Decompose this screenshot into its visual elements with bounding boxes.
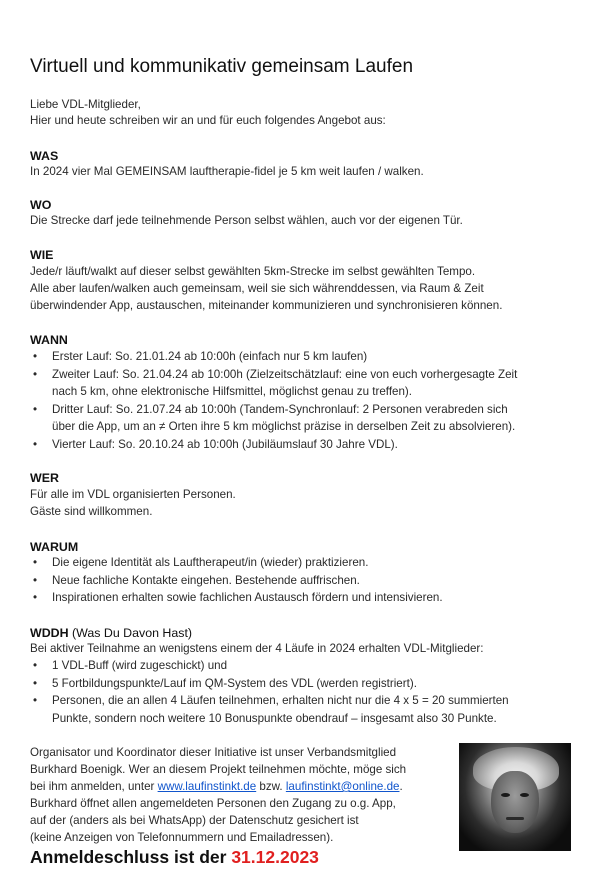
section-heading-wer: WER [30,471,59,485]
organizer-photo [459,743,571,851]
website-link[interactable]: www.laufinstinkt.de [157,780,257,793]
section-heading-was: WAS [30,149,59,163]
section-heading-wie: WIE [30,248,54,262]
wddh-subtitle: (Was Du Davon Hast) [72,626,193,640]
organizer-line-4: Burkhard öffnet allen angemeldeten Personen den Zugang zu o.g. App, [30,797,396,810]
section-heading-wddh: WDDH (Was Du Davon Hast) [30,626,193,640]
wo-text: Die Strecke darf jede teilnehmende Person selbst wählen, auch vor der eigenen Tür. [30,214,463,227]
wie-line-2: Alle aber laufen/walken auch gemeinsam, weil sie sich währenddessen, via Raum & Zeit [30,282,484,295]
list-item: • Dritter Lauf: So. 21.07.24 ab 10:00h (Tandem-Synchronlauf: 2 Personen verabreden sich über die App, um an ≠ Orten ihre 5 km möglichst präzise in derselben Zeit zu absolvieren). [30,401,517,436]
greeting-line-1: Liebe VDL-Mitglieder, [30,98,141,111]
greeting-line-2: Hier und heute schreiben wir an und für euch folgendes Angebot aus: [30,114,386,127]
organizer-line-2: Burkhard Boenigk. Wer an diesem Projekt teilnehmen möchte, möge sich [30,763,407,776]
wddh-intro: Bei aktiver Teilnahme an wenigstens einem der 4 Läufe in 2024 erhalten VDL-Mitglieder: [30,642,484,655]
was-text: In 2024 vier Mal GEMEINSAM lauftherapie-fidel je 5 km weit laufen / walken. [30,165,424,178]
page-title: Virtuell und kommunikativ gemeinsam Laufen [30,56,414,77]
organizer-line-6: (keine Anzeigen von Telefonnummern und Emailadressen). [30,831,334,844]
organizer-line-5: auf der (anders als bei WhatsApp) der Datenschutz gesichert ist [30,814,359,827]
list-item: • Vierter Lauf: So. 20.10.24 ab 10:00h (Jubiläumslauf 30 Jahre VDL). [30,436,517,454]
section-heading-wo: WO [30,198,52,212]
list-item: • Erster Lauf: So. 21.01.24 ab 10:00h (einfach nur 5 km laufen) [30,348,517,366]
wer-line-2: Gäste sind willkommen. [30,505,153,518]
wie-line-1: Jede/r läuft/walkt auf dieser selbst gewählten 5km-Strecke im selbst gewählten Tempo. [30,265,476,278]
list-item: • Personen, die an allen 4 Läufen teilnehmen, erhalten nicht nur die 4 x 5 = 20 summierten Punkte, sondern noch weitere 10 Bonuspunkte obendrauf – insgesamt also 30 Punkte. [30,692,509,727]
organizer-line-3: bei ihm anmelden, unter www.laufinstinkt.de bzw. laufinstinkt@online.de. [30,780,403,793]
list-item: • 5 Fortbildungspunkte/Lauf im QM-System des VDL (werden registriert). [30,675,509,693]
wann-list [30,348,517,453]
registration-deadline: Anmeldeschluss ist der 31.12.2023 [30,847,319,867]
email-link[interactable]: laufinstinkt@online.de [285,780,400,793]
section-heading-wann: WANN [30,333,68,347]
list-item: • Die eigene Identität als Lauftherapeut/in (wieder) praktizieren. [30,554,443,572]
deadline-date: 31.12.2023 [231,847,319,867]
warum-list [30,554,443,607]
list-item: • 1 VDL-Buff (wird zugeschickt) und [30,657,509,675]
list-item: • Inspirationen erhalten sowie fachlichen Austausch fördern und intensivieren. [30,589,443,607]
wddh-list [30,657,509,727]
list-item: • Zweiter Lauf: So. 21.04.24 ab 10:00h (Zielzeitschätzlauf: eine von euch vorhergesagte Zeit nach 5 km, ohne elektronische Hilfsmittel, möglichst genau zu treffen). [30,366,517,401]
wer-line-1: Für alle im VDL organisierten Personen. [30,488,236,501]
section-heading-warum: WARUM [30,540,79,554]
list-item: • Neue fachliche Kontakte eingehen. Bestehende auffrischen. [30,572,443,590]
organizer-line-1: Organisator und Koordinator dieser Initiative ist unser Verbandsmitglied [30,746,397,759]
wie-line-3: überwindender App, austauschen, miteinander kommunizieren und synchronisieren können. [30,299,503,312]
